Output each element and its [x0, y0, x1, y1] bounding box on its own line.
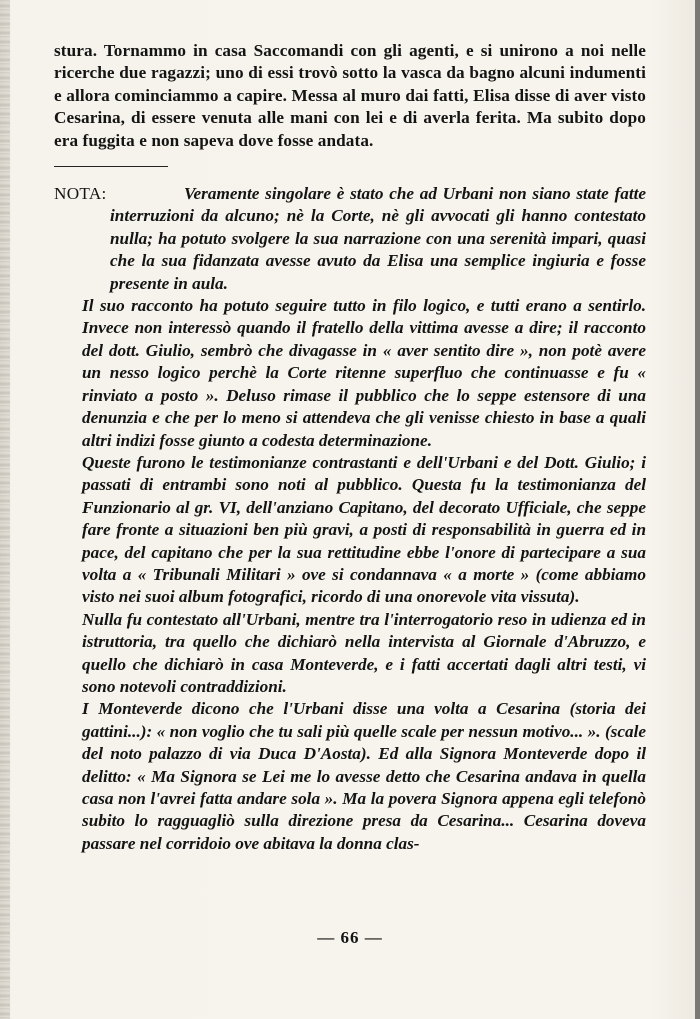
intro-paragraph: stura. Tornammo in casa Saccomandi con gli agenti, e si unirono a noi nelle ricerche due ragazzi; uno di essi trovò sotto la vasca da bagno alcuni indumenti e allora cominciammo a capire. Messa al muro dai fatti, Elisa disse di aver visto Cesarina, di essere venuta alle mani con lei e di averla ferita. Ma subito dopo era fuggita e non sapeva dove fosse andata. — [54, 41, 646, 150]
note-section — [54, 183, 646, 855]
page-left-edge — [0, 0, 10, 1019]
note-paragraph-2: Il suo racconto ha potuto seguire tutto in filo logico, e tutti erano a sentirlo. Invece non interessò quando il fratello della vittima avesse a dire; il racconto del dott. Giulio, sembrò che divagasse in « aver sentito dire », non potè avere un nesso logico perchè la Corte ritenne superfluo che continuasse e fu « rinviato a posto ». Deluso rimase il pubblico che lo seppe estensore di una denunzia e che per lo meno si attendeva che gli venisse chiesto in base a quali altri indizi fosse giunto a codesta determinazione. — [82, 296, 646, 450]
page-right-edge — [695, 0, 700, 1019]
note-paragraph-4: Nulla fu contestato all'Urbani, mentre tra l'interrogatorio reso in udienza ed in istruttoria, tra quello che dichiarò nella intervista al Giornale d'Abruzzo, e quello che dichiarò in casa Monteverde, e i fatti accertati dagli altri testi, vi sono notevoli contraddizioni. — [82, 609, 646, 696]
note-paragraph-1: Veramente singolare è stato che ad Urbani non siano state fatte interruzioni da alcuno; nè la Corte, nè gli avvocati gli hanno contestato nulla; ha potuto svolgere la sua narrazione con una serenità impari, quasi che la sua fidanzata avesse avuto da Elisa una semplice ingiuria e fosse presente in aula. — [110, 184, 646, 293]
page-number: — 66 — — [317, 928, 383, 947]
section-divider — [54, 166, 168, 167]
note-paragraph-5: I Monteverde dicono che l'Urbani disse una volta a Cesarina (storia dei gattini...): « non voglio che tu sali più quelle scale per nessun motivo... ». (scale del noto palazzo di via Duca D'Aosta). Ed alla Signora Monteverde dopo il delitto: « Ma Signora se Lei me lo avesse detto che Cesarina andava in quella casa non l'avrei fatta andare sola ». Ma la povera Signora appena egli telefonò subito lo ragguagliò sulla direzione presa da Cesarina... Cesarina doveva passare nel corridoio ove abitava la donna clas- — [82, 699, 646, 853]
note-label: NOTA: — [54, 184, 107, 204]
note-body — [54, 183, 646, 855]
page-content — [54, 40, 646, 855]
note-paragraph-3: Queste furono le testimonianze contrastanti e dell'Urbani e del Dott. Giulio; i passati di entrambi sono noti al pubblico. Questa fu la testimonianza del Funzionario al gr. VI, dell'anziano Capitano, del decorato Ufficiale, che seppe fare fronte a situazioni ben più gravi, a posti di responsabilità in guerra ed in pace, del capitano che per la sua rettitudine ebbe l'onore di partecipare a sua volta a « Tribunali Militari » ove si condannava « a morte » (come abbiamo visto nei suoi album fotografici, ricordo di una onorevole vita vissuta). — [82, 452, 646, 607]
